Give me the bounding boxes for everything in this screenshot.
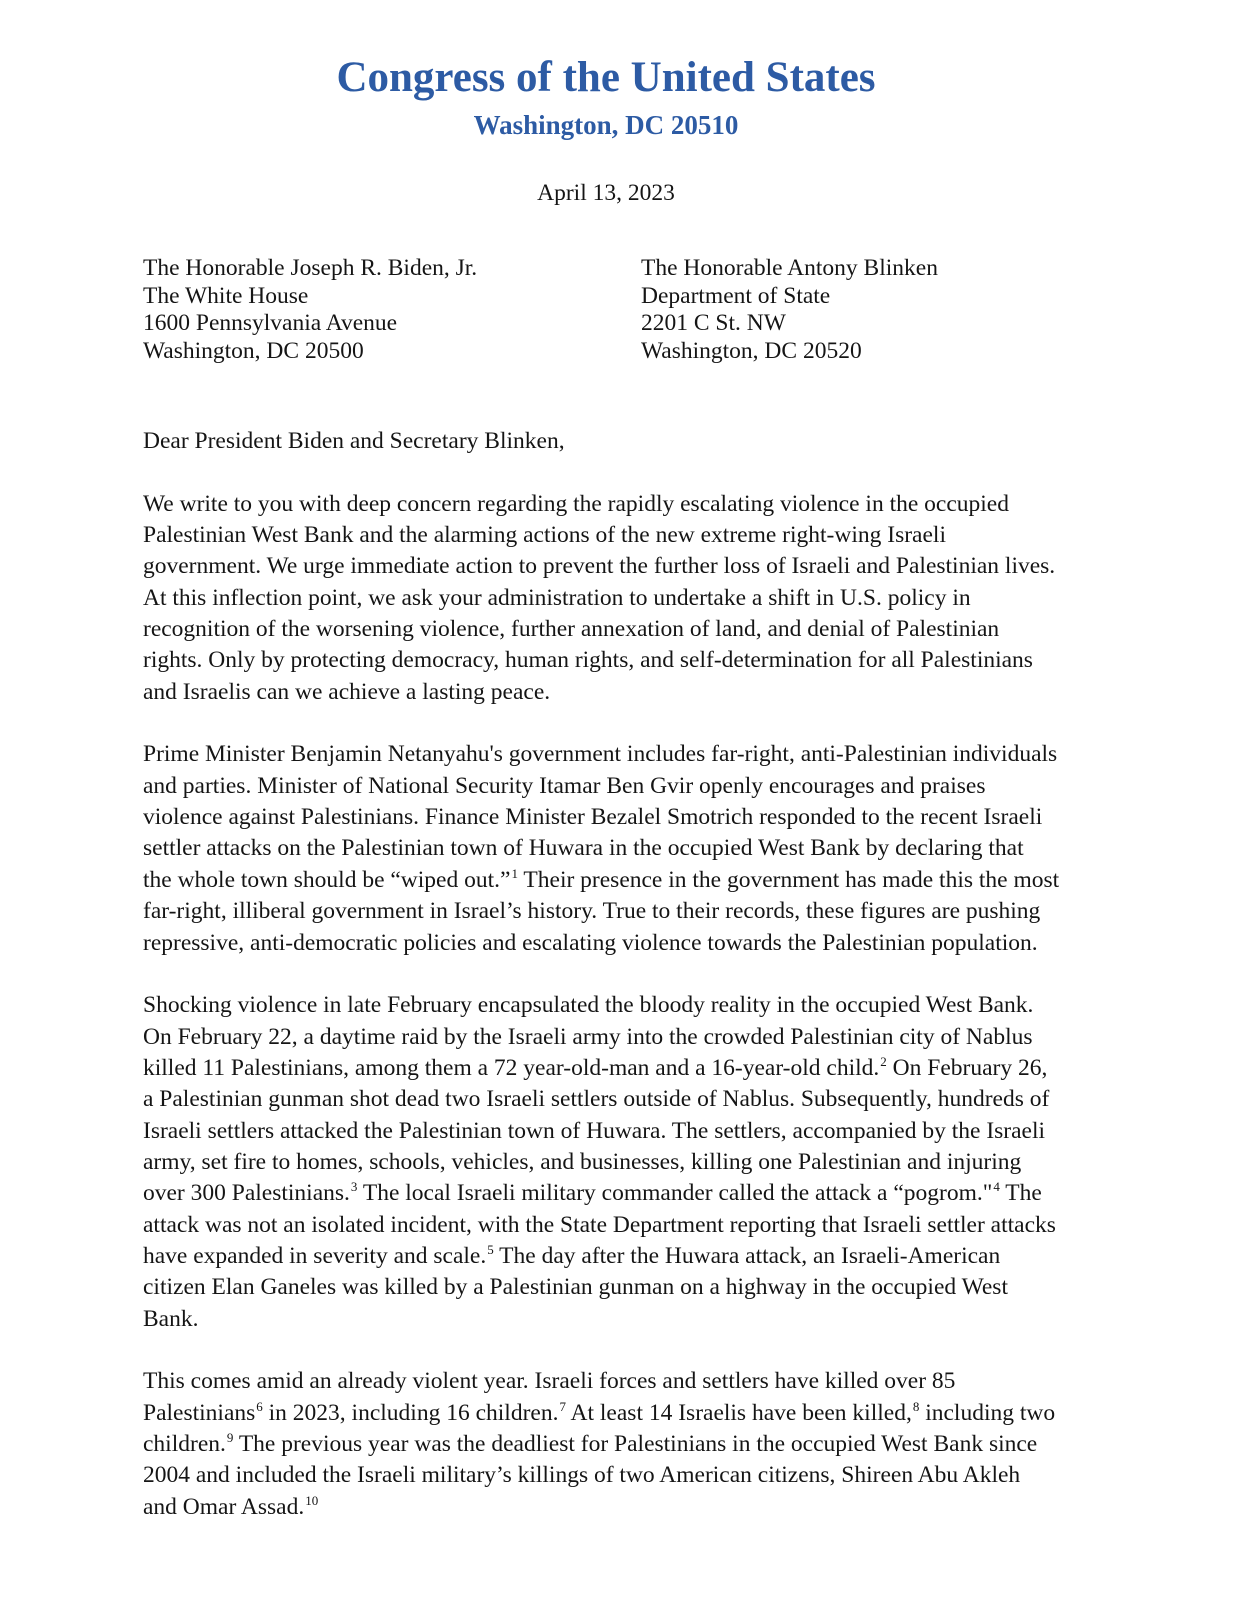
text-line [143,1147,1103,1178]
line-text: children. [143,1431,226,1457]
line-text: settler attacks on the Palestinian town of Huwara in the occupied West Bank by declaring that [143,835,1024,862]
line-text: The local Israeli military commander called the attack a “pogrom." [357,1180,993,1207]
line-text: over 300 Palestinians. [143,1180,350,1207]
text-line [143,771,1103,802]
line-text: attack was not an isolated incident, with the State Department reporting that Israeli settler attacks [143,1211,1056,1238]
address-line: The Honorable Antony Blinken [641,255,938,281]
body-paragraph [143,489,1103,708]
text-line [143,865,1103,896]
text-line [143,928,1103,959]
line-text: government. We urge immediate action to prevent the further loss of Israeli and Palestinian lives. [143,553,1056,580]
line-text: We write to you with deep concern regarding the rapidly escalating violence in the occupied [143,490,1009,517]
line-text: far-right, illiberal government in Israel’s history. True to their records, these figures are pushing [143,898,1041,925]
footnote-marker: 10 [305,1492,319,1508]
footnote-marker: 1 [511,865,518,881]
text-line [143,1460,1103,1491]
text-line [143,1178,1103,1209]
text-line [143,1429,1103,1460]
footnote-marker: 2 [880,1053,887,1069]
address-line: Washington, DC 20520 [641,338,862,365]
text-line [143,1366,1103,1397]
line-text: violence against Palestinians. Finance Minister Bezalel Smotrich responded to the recent Israeli [143,804,1043,831]
line-text: rights. Only by protecting democracy, human rights, and self-determination for all Palestinians [143,647,1033,674]
line-text: At this inflection point, we ask your administration to undertake a shift in U.S. policy in [143,584,971,611]
line-text: Palestinian West Bank and the alarming actions of the new extreme right-wing Israeli [143,522,946,549]
text-line [143,583,1103,614]
text-line [143,1398,1103,1429]
body-paragraph [143,739,1103,958]
line-text: Prime Minister Benjamin Netanyahu's government includes far-right, anti-Palestinian individuals [143,741,1058,768]
address-line: 2201 C St. NW [641,310,786,337]
line-text: killed 11 Palestinians, among them a 72 year-old-man and a 16-year-old child. [143,1054,880,1081]
address-line: Department of State [641,282,831,309]
footnote-marker: 4 [993,1179,1000,1195]
line-text: a Palestinian gunman shot dead two Israeli settlers outside of Nablus. Subsequently, hundreds of [143,1086,1050,1113]
footnote-marker: 5 [487,1241,494,1257]
line-text: and Omar Assad. [143,1493,305,1520]
text-line [143,739,1103,770]
line-text: At least 14 Israelis have been killed, [565,1399,912,1426]
text-line [143,551,1103,582]
line-text: in 2023, including 16 children. [262,1399,559,1426]
line-text: Their presence in the government has made this the most [517,866,1060,893]
text-line [143,990,1103,1021]
address-line: The White House [143,282,309,309]
text-line [143,1210,1103,1241]
line-text: and Israelis can we achieve a lasting peace. [143,678,551,705]
line-text: Shocking violence in late February encapsulated the bloody reality in the occupied West Bank. [143,992,1034,1019]
text-line [143,1272,1103,1303]
text-line [143,1084,1103,1115]
body-paragraph [143,1366,1103,1523]
line-text: citizen Elan Ganeles was killed by a Palestinian gunman on a highway in the occupied West [143,1274,1008,1301]
address-line: 1600 Pennsylvania Avenue [143,310,398,337]
address-line: The Honorable Joseph R. Biden, Jr. [143,255,478,281]
line-text: the whole town should be “wiped out.” [143,866,511,893]
line-text: On February 26, [886,1054,1048,1081]
footnote-marker: 9 [226,1430,234,1445]
salutation: Dear President Biden and Secretary Blinken, [143,428,565,454]
line-text: This comes amid an already violent year. Israeli forces and settlers have killed over 85 [143,1368,956,1395]
text-line [143,489,1103,520]
letter-body [143,426,1103,1523]
recipient-address-right [641,255,938,366]
line-text: and parties. Minister of National Security Itamar Ben Gvir openly encourages and praises [143,772,986,799]
letterhead-address: Washington, DC 20510 [473,110,739,140]
text-line [143,1304,1103,1335]
line-text: The [999,1180,1042,1207]
line-text: including two [919,1399,1056,1426]
address-line: Washington, DC 20500 [143,338,364,365]
text-line [143,1492,1103,1523]
text-line [143,1116,1103,1147]
line-text: army, set fire to homes, schools, vehicles, and businesses, killing one Palestinian and injuring [143,1148,1022,1175]
footnote-marker: 8 [912,1398,920,1414]
footnote-marker: 6 [256,1398,263,1414]
footnote-marker: 7 [559,1398,566,1414]
line-text: The day after the Huwara attack, an Israeli-American [493,1242,1001,1269]
text-line [143,520,1103,551]
line-text: repressive, anti-democratic policies and escalating violence towards the Palestinian population. [143,929,1038,956]
text-line [143,614,1103,645]
text-line [143,1053,1103,1084]
text-line [143,833,1103,864]
text-line [143,645,1103,676]
text-line [143,802,1103,833]
text-line [143,1241,1103,1272]
text-line [143,896,1103,927]
letterhead-title: Congress of the United States [336,54,876,101]
recipient-address-left [143,255,477,366]
body-paragraph [143,990,1103,1335]
line-text: Israeli settlers attacked the Palestinian town of Huwara. The settlers, accompanied by the Israeli [143,1117,1046,1144]
line-text: The previous year was the deadliest for Palestinians in the occupied West Bank since [233,1431,1038,1457]
line-text: recognition of the worsening violence, further annexation of land, and denial of Palestinian [143,616,1000,643]
line-text: Palestinians [143,1399,256,1426]
line-text: have expanded in severity and scale. [143,1242,487,1269]
line-text: On February 22, a daytime raid by the Israeli army into the crowded Palestinian city of Nablus [143,1023,1033,1050]
line-text: Bank. [143,1305,199,1332]
line-text: 2004 and included the Israeli military’s killings of two American citizens, Shireen Abu Akleh [143,1462,1021,1489]
footnote-marker: 3 [350,1179,358,1195]
text-line [143,1022,1103,1053]
letter-date: April 13, 2023 [537,180,675,206]
text-line [143,677,1103,708]
